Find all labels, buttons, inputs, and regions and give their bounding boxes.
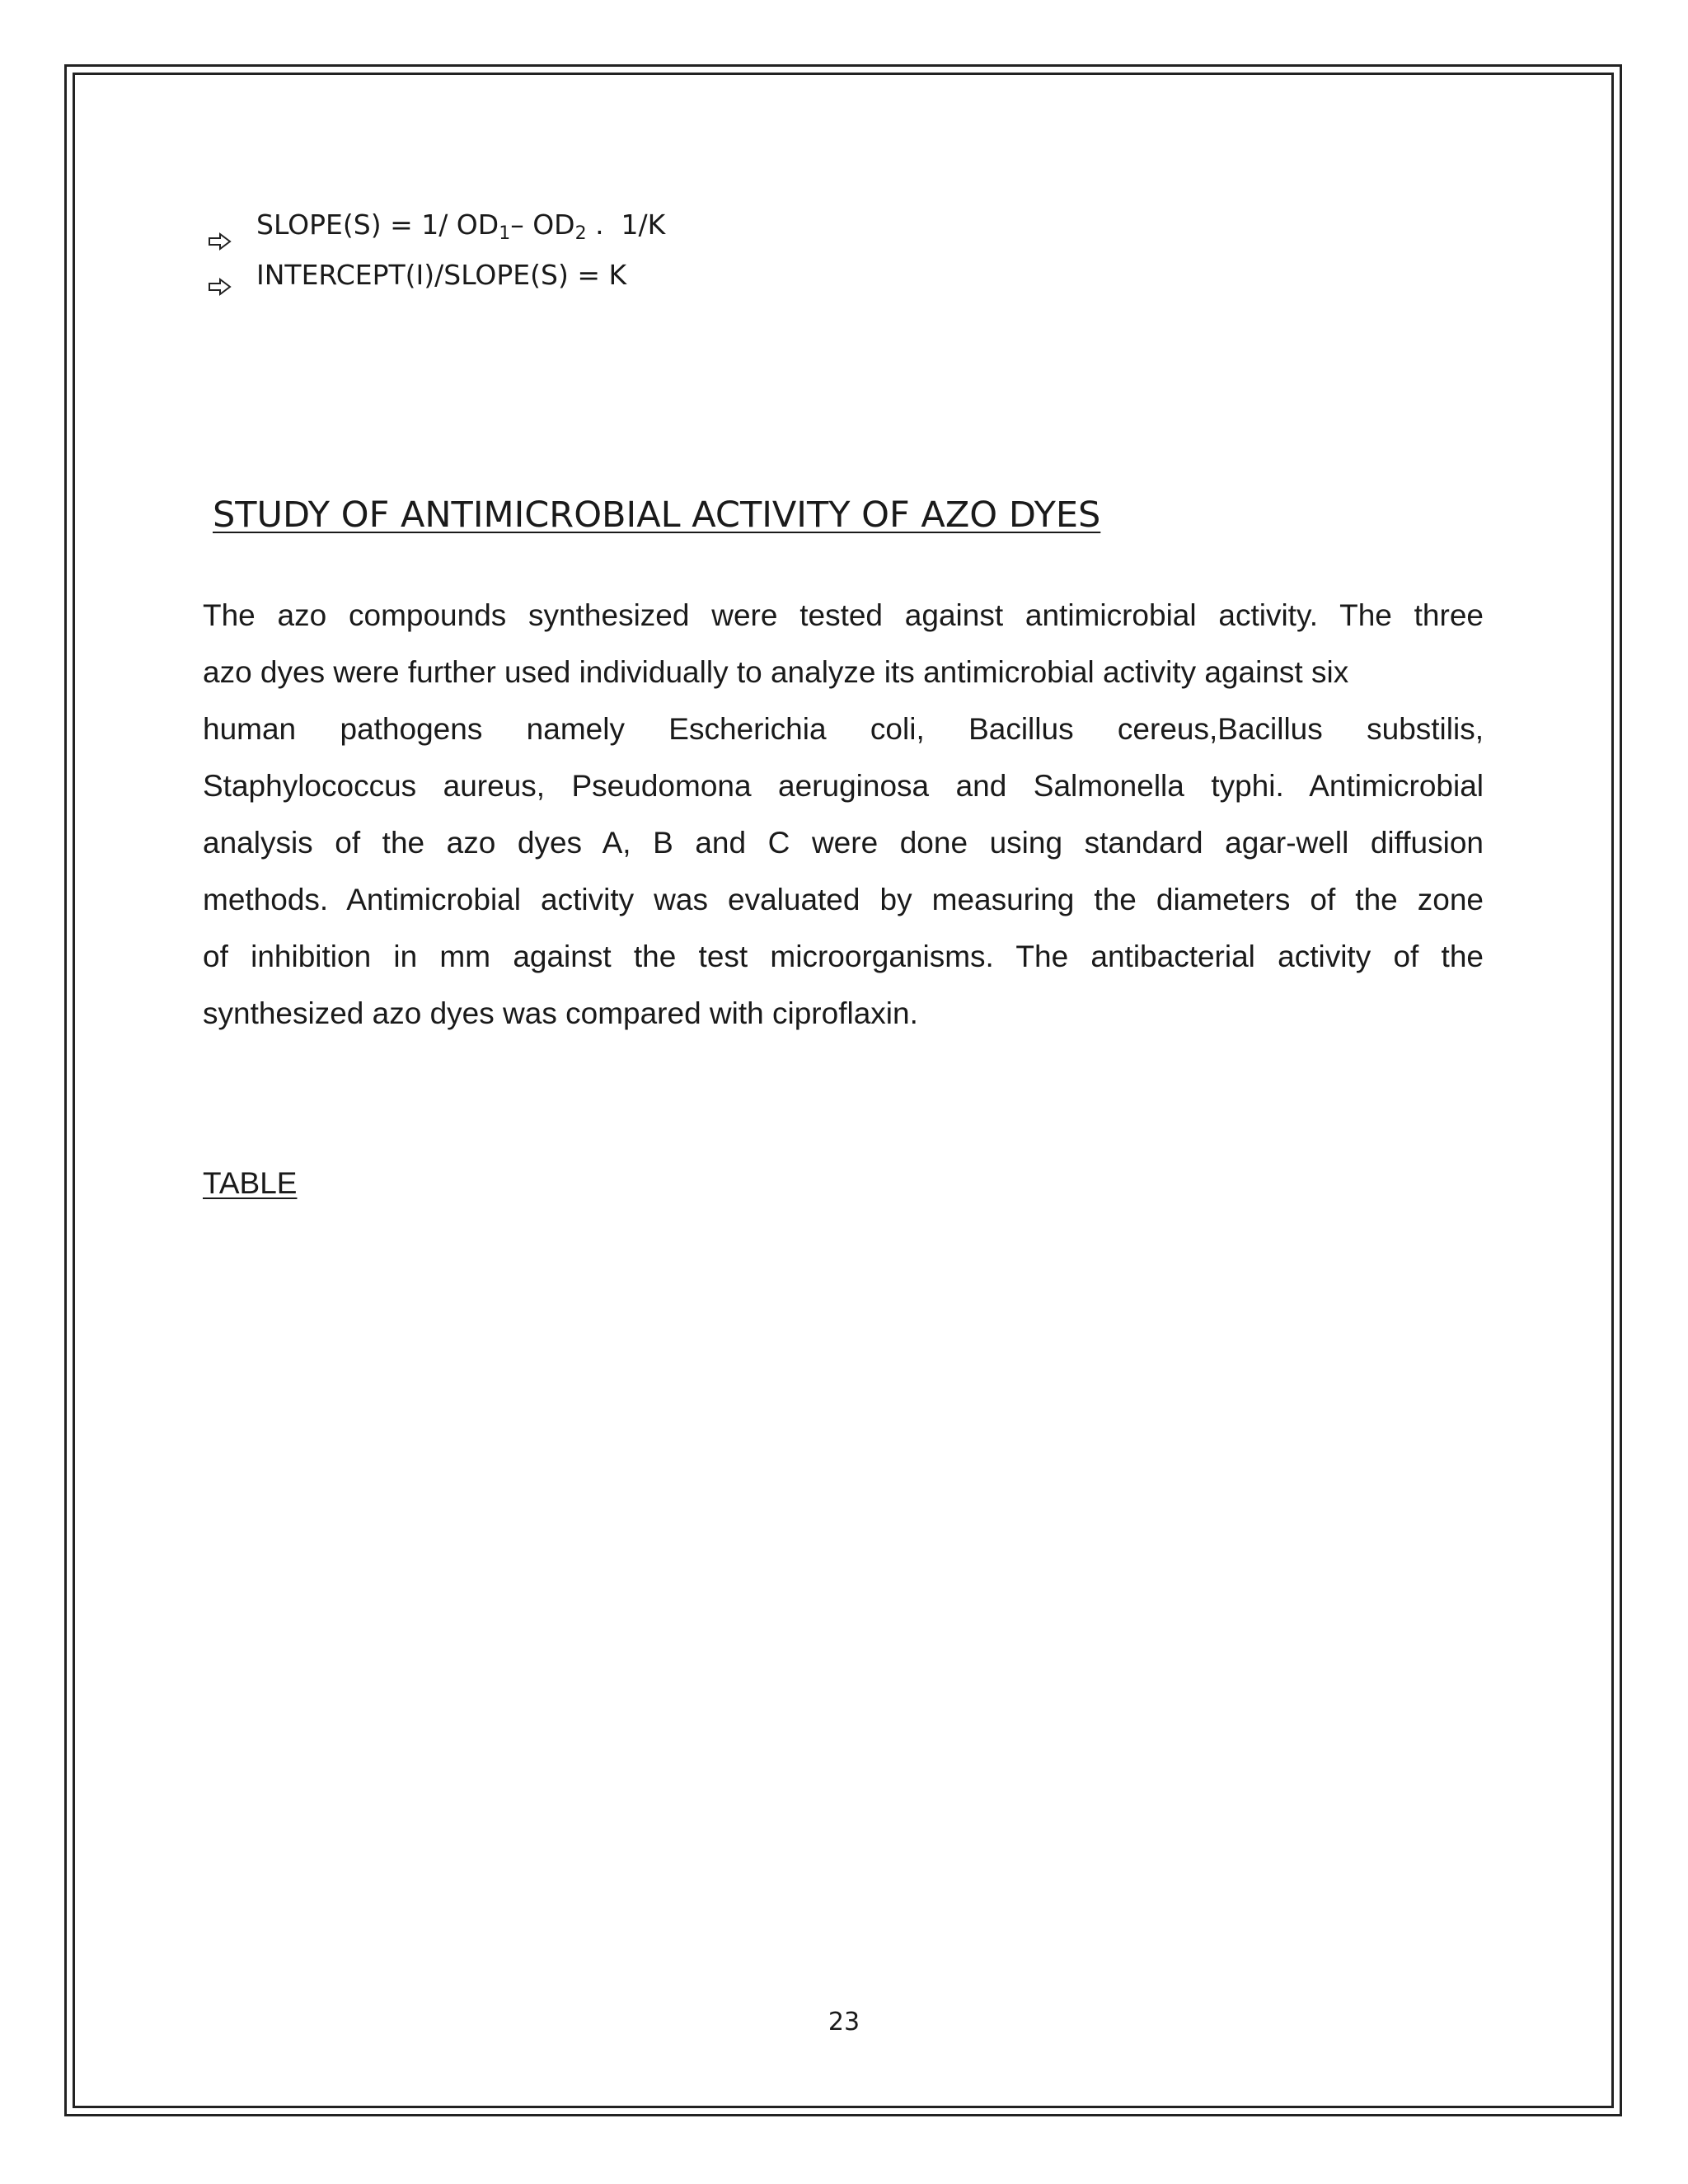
formula-intercept-text: INTERCEPT(I)/SLOPE(S) = K [256, 259, 627, 291]
page-border-inner [73, 73, 1614, 2108]
formula-intercept [209, 255, 665, 296]
right-arrow-icon [209, 266, 232, 284]
formula-slope-text: SLOPE(S) = 1/ $OD_1-$ $OD_2$ . 1/K [256, 209, 666, 244]
paragraph-line: of inhibition in mm against the test microorganisms. The antibacterial activity of the [203, 940, 1484, 973]
right-arrow-icon [209, 221, 232, 239]
paragraph-line: human pathogens namely Escherichia coli, Bacillus cereus,Bacillus substilis, [203, 712, 1484, 746]
paragraph-line: Staphylococcus aureus, Pseudomona aeruginosa and Salmonella typhi. Antimicrobial [203, 769, 1484, 803]
paragraph-line: methods. Antimicrobial activity was evaluated by measuring the diameters of the zone [203, 883, 1484, 916]
paragraph-line: synthesized azo dyes was compared with ciproflaxin. [203, 996, 918, 1030]
formula-slope [209, 204, 665, 255]
paragraph-line: analysis of the azo dyes A, B and C were done using standard agar-well diffusion [203, 826, 1484, 860]
paragraph-line: The azo compounds synthesized were tested against antimicrobial activity. The three [203, 598, 1484, 632]
body-paragraph [203, 587, 1484, 1042]
page-number: 23 [828, 2008, 860, 2036]
table-label: TABLE [203, 1166, 298, 1200]
paragraph-line: azo dyes were further used individually to analyze its antimicrobial activity against six [203, 655, 1349, 689]
section-heading: STUDY OF ANTIMICROBIAL ACTIVITY OF AZO DYES [213, 494, 1101, 536]
formula-list [209, 204, 665, 296]
